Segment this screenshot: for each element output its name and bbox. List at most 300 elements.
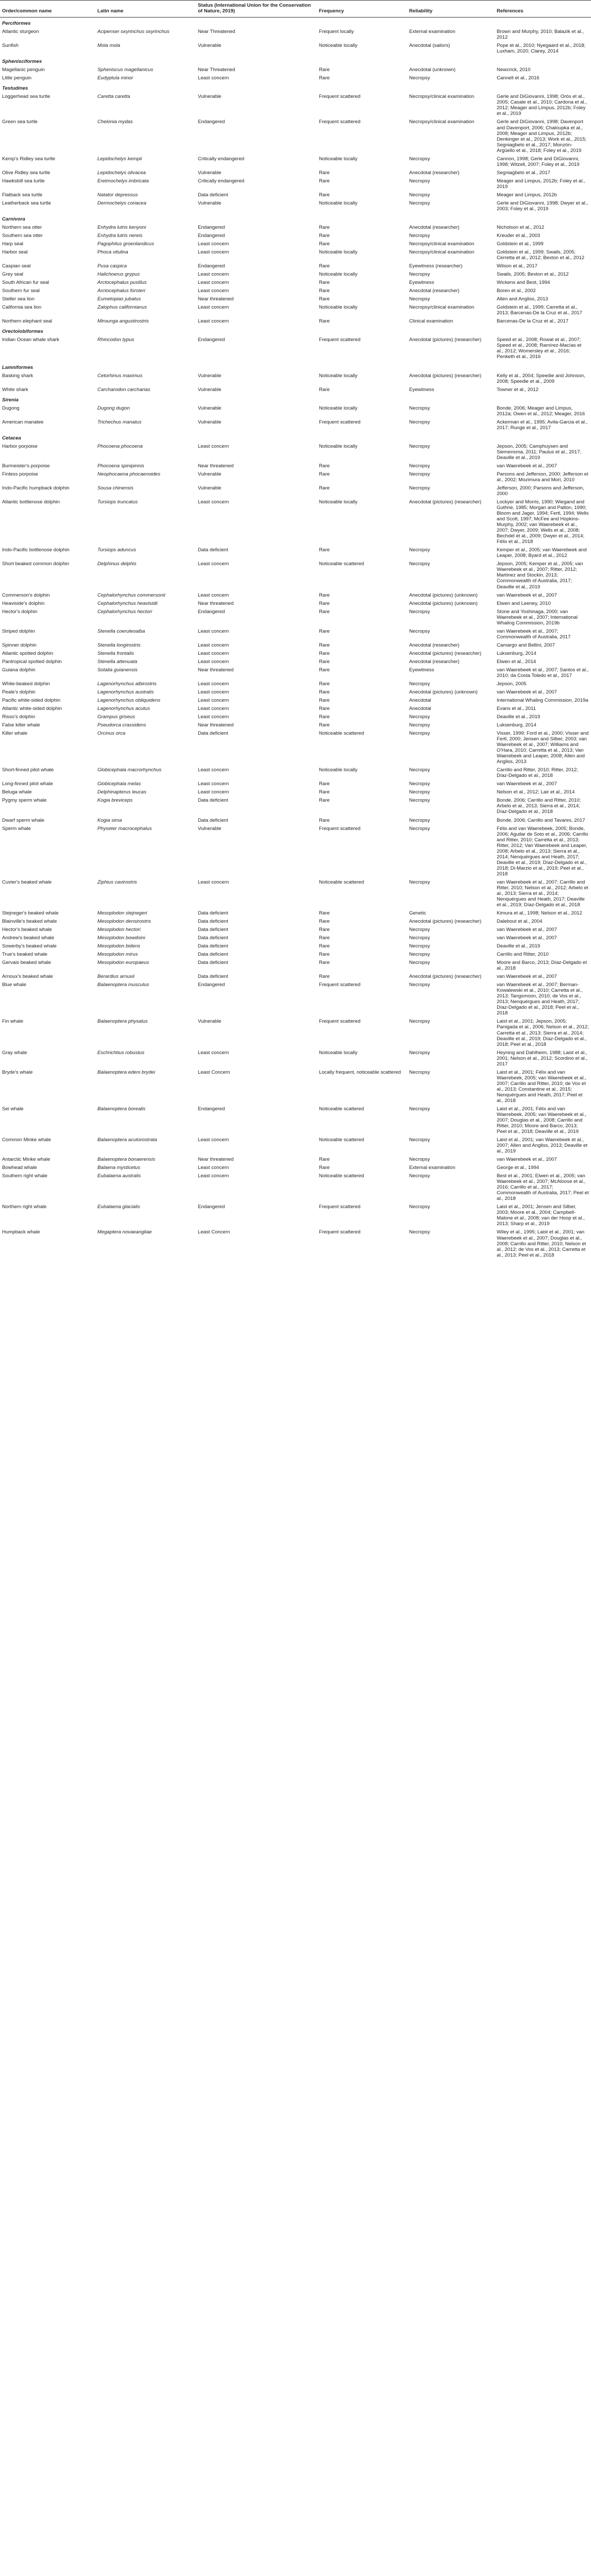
common-name-cell: Risso's dolphin [2,714,36,720]
reliability-cell: Anecdotal (pictures) (researcher) [409,337,482,343]
frequency-cell: Rare [319,296,330,302]
reliability-cell: Necropsy [409,1173,430,1179]
references-cell: Pope et al., 2010; Nyegaard et al., 2018; Luxham, 2020; Clarey, 2014 [497,43,586,55]
references-cell: Laist et al., 2001; Jepson, 2005; Panigada et al., 2006; Nelson et al., 2012; Carretta et al., 2013; Sierra et al., 2014; Deaville et al., 2019; Díaz-Delgado et al., 2018; Peel et al., 2018 [497,1019,589,1047]
frequency-cell: Frequent scattered [319,825,361,832]
table-row [0,825,591,878]
frequency-cell: Rare [319,667,330,673]
status-cell: Near threatened [198,296,234,302]
reliability-cell: Necropsy [409,927,430,933]
latin-name-cell: Berardius arnuxii [97,974,134,980]
reliability-cell: Necropsy [409,1137,430,1143]
reliability-cell: Necropsy [409,485,430,491]
reliability-cell: Anecdotal (pictures) (unknown) [409,689,478,695]
common-name-cell: Grey seal [2,272,24,278]
common-name-cell: Andrew's beaked whale [2,935,55,941]
common-name-cell: Short beaked common dolphin [2,561,70,567]
references-cell: Laist et al., 2001; Félix and van Waerebeek, 2005; van Waerebeek et al., 2007; Douglas et al., 2008; Carrillo and Ritter, 2010; Moore and Barco, 2013; Peel et al., 2018; Deaville et al., 2019 [497,1106,586,1134]
common-name-cell: Blue whale [2,982,26,988]
frequency-cell: Frequent scattered [319,119,361,125]
table-row [0,1164,591,1172]
frequency-cell: Noticeable locally [319,1049,358,1056]
references-cell: Best et al., 2001; Elwen et al., 2005; van Waerebeek et al., 2007; McAloose et al., 2016; Carrillo et al., 2017; Commonwealth of Australia, 2017; Peel et al., 2018 [497,1173,589,1202]
table-row [0,641,591,650]
common-name-cell: Magellanic penguin [2,67,45,73]
table-row [0,1156,591,1164]
references-cell: Speed et al., 2008; Rowat et al., 2007; Speed et al., 2008; Ramírez-Macías et al., 2012; Womersley et al., 2016; Penketh et al., 2016 [497,337,582,360]
status-cell: Least concern [198,628,229,634]
common-name-cell: Hawksbill sea turtle [2,178,45,184]
references-cell: Nelson et al., 2012; Lair et al., 2014 [497,789,575,795]
status-cell: Least concern [198,304,229,311]
common-name-cell: Peale's dolphin [2,689,36,695]
references-cell: Gerle and DiGiovanni, 1998; Orós et al., 2005; Casale et al., 2010; Cardona et al., 2012; Meager and Limpus, 2012b; Foley et al., 2019 [497,94,587,117]
frequency-cell: Frequent scattered [319,419,361,425]
reliability-cell: Necropsy [409,471,430,477]
reliability-cell: Anecdotal (pictures) (researcher) [409,650,482,656]
status-cell: Critically endangered [198,156,245,162]
table-row [0,262,591,270]
frequency-cell: Rare [319,697,330,703]
reliability-cell: Necropsy [409,1157,430,1163]
latin-name-cell: Mesoplodon bowdoini [97,935,145,941]
status-cell: Endangered [198,608,225,615]
references-cell: Moore and Barco, 2013; Díaz-Delgado et al., 2018 [497,960,587,972]
common-name-cell: Southern right whale [2,1173,47,1179]
latin-name-cell: Arctocephalus forsteri [97,288,145,294]
latin-name-cell: Lagenorhynchus albirostris [97,681,157,687]
latin-name-cell: Cephalorhynchus hectori [97,608,153,615]
reliability-cell: Clinical examination [409,318,453,325]
status-cell: Critically endangered [198,178,245,184]
status-cell: Least concern [198,561,229,567]
latin-name-cell: Spheniscus magellanicus [97,67,154,73]
common-name-cell: Arnoux's beaked whale [2,974,53,980]
common-name-cell: Common Minke whale [2,1137,51,1143]
frequency-cell: Rare [319,192,330,198]
frequency-cell: Rare [319,547,330,553]
references-cell: Cannon, 1998; Gerle and DiGiovanni, 1998; Witzell, 2007; Foley et al., 2019 [497,156,580,167]
common-name-cell: Finless porpoise [2,471,38,477]
references-cell: Nicholson et al., 2012 [497,224,545,230]
frequency-cell: Rare [319,67,330,73]
reliability-cell: Necropsy [409,1049,430,1056]
common-name-cell: Northern sea otter [2,224,42,230]
frequency-cell: Noticeable locally [319,156,358,162]
table-row [0,462,591,470]
latin-name-cell: Pseudorca crassidens [97,722,146,728]
reliability-cell: Anecdotal (unknown) [409,67,456,73]
frequency-cell: Rare [319,1157,330,1163]
latin-name-cell: Ziphius cavirostris [97,879,137,885]
frequency-cell: Rare [319,592,330,598]
header-latin: Latin name [95,1,196,18]
references-cell: van Waerebeek et al., 2007 [497,974,557,980]
references-cell: Heyning and Dahlheim, 1988; Laist et al., 2001; Nelson et al., 2012; Scordino et al., 2017 [497,1049,587,1067]
references-cell: Jefferson, 2000; Parsons and Jefferson, 2000 [497,485,584,497]
status-cell: Least concern [198,681,229,687]
frequency-cell: Rare [319,608,330,615]
status-cell: Least concern [198,650,229,656]
latin-name-cell: Cetorhinus maximus [97,372,143,379]
reliability-cell: Necropsy [409,547,430,553]
table-body [0,18,591,1260]
reliability-cell: Necropsy [409,1069,430,1075]
frequency-cell: Rare [319,714,330,720]
status-cell: Data deficient [198,960,228,966]
reliability-cell: Necropsy [409,405,430,411]
references-cell: van Waerebeek et al., 2007 [497,463,557,469]
header-order-common: Order/common name [0,1,95,18]
status-cell: Near threatened [198,1157,234,1163]
status-cell: Endangered [198,119,225,125]
references-cell: Allen and Angliss, 2013 [497,296,548,302]
table-row [0,118,591,155]
latin-name-cell: Megaptera novaeangliae [97,1229,152,1235]
frequency-cell: Rare [319,943,330,950]
status-cell: Vulnerable [198,372,222,379]
frequency-cell: Rare [319,722,330,728]
table-row [0,74,591,82]
references-cell: Laist et al., 2001; van Waerebeek et al., 2007; Allen and Angliss, 2013; Deaville et al., 2019 [497,1137,588,1155]
table-row [0,42,591,56]
common-name-cell: Indian Ocean whale shark [2,337,59,343]
reliability-cell: Eyewitness [409,280,434,286]
frequency-cell: Frequent scattered [319,337,361,343]
frequency-cell: Frequent scattered [319,1229,361,1235]
table-row [0,600,591,608]
table-row [0,28,591,42]
latin-name-cell: Mola mola [97,43,121,49]
category-row [0,394,591,404]
table-row [0,817,591,825]
reliability-cell: Necropsy [409,825,430,832]
header-references: References [495,1,591,18]
references-cell: Newcrick, 2010 [497,67,531,73]
references-cell: Jepson, 2005 [497,681,527,687]
reliability-cell: Necropsy [409,192,430,198]
latin-name-cell: Trichechus manatus [97,419,142,425]
category-row [0,82,591,93]
common-name-cell: Striped dolphin [2,628,36,634]
common-name-cell: Green sea turtle [2,119,38,125]
common-name-cell: Killer whale [2,731,28,737]
latin-name-cell: Physeter macrocephalus [97,825,152,832]
common-name-cell: Stejneger's beaked whale [2,910,59,916]
status-cell: Least concern [198,318,229,325]
references-cell: Luksenburg, 2014 [497,722,536,728]
reliability-cell: Anecdotal (pictures) (researcher) [409,499,482,505]
latin-name-cell: Phoca vitulina [97,249,128,256]
latin-name-cell: Phocoena phocoena [97,443,143,449]
common-name-cell: Heaviside's dolphin [2,600,45,606]
reliability-cell: Necropsy [409,200,430,206]
common-name-cell: Pacific white-sided dolphin [2,697,61,703]
reliability-cell: Eyewitness [409,386,434,393]
reliability-cell: Eyewitness (researcher) [409,263,463,269]
common-name-cell: Bowhead whale [2,1165,37,1171]
table-row [0,418,591,432]
frequency-cell: Frequent scattered [319,1204,361,1210]
common-name-cell: Blainville's beaked whale [2,919,57,924]
references-cell: Swails, 2005; Bexton et al., 2012 [497,272,569,278]
reliability-cell: Necropsy [409,722,430,728]
table-row [0,713,591,721]
references-cell: van Waerebeek et al., 2007; Berman-Kowalewski et al., 2010; Carretta et al., 2013; Tangsmoon, 2010; de Vos et al., 2013; Nenquérgues and Heath, 2017; Díaz-Delgado et al., 2018; Peel et al., 2018 [497,982,583,1016]
status-cell: Data deficient [198,731,228,737]
reliability-cell: External examination [409,29,455,35]
frequency-cell: Rare [319,386,330,393]
status-cell: Data deficient [198,798,228,804]
frequency-cell: Rare [319,178,330,184]
common-name-cell: Gervais beaked whale [2,960,51,966]
table-header [0,1,591,18]
references-cell: Wiley et al., 1995; Laist et al., 2001; van Waerebeek et al., 2007; Douglas et al., 2008; Carrillo and Ritter, 2010; Nelson et al., 2012; de Vos et al., 2013; Carretta et al., 2013; Peel et al., 2018 [497,1229,586,1258]
references-cell: Gerle and DiGiovanni, 1998; Davenport and Davenport, 2006; Chaloupka et al., 2008; Meager and Limpus, 2012b; Denkinger et al., 2013; Work et al., 2015; Segniagbeto et al., 2017; Monzón-Argüello et al., 2018; Foley et al., 2019 [497,119,587,154]
status-cell: Vulnerable [198,485,222,491]
reliability-cell: Necropsy/clinical examination [409,249,475,256]
category-label: Carnivora [2,216,25,222]
reliability-cell: Necropsy [409,943,430,950]
frequency-cell: Frequent scattered [319,982,361,988]
latin-name-cell: Balaenoptera borealis [97,1106,146,1112]
status-cell: Endangered [198,224,225,230]
latin-name-cell: Enhydra lutris nereis [97,232,143,239]
table-row [0,177,591,191]
reliability-cell: Anecdotal [409,706,431,711]
table-row [0,270,591,279]
category-label: Orectolobiformes [2,329,43,335]
latin-name-cell: Acipenser oxyrinchus oxyrinchus [97,29,170,35]
common-name-cell: Dugong [2,405,20,411]
frequency-cell: Rare [319,280,330,286]
frequency-cell: Frequent locally [319,29,354,35]
frequency-cell: Noticeable locally [319,304,358,311]
reliability-cell: Anecdotal (sailors) [409,43,450,49]
references-cell: Visser, 1999; Ford et al., 2000; Visser and Fertl, 2000; Jensen and Silber, 2003; van Waerebeek et al., 2007; Williams and O'Hara, 2010; Carretta et al., 2013; Van Waerebeek and Leaper, 2008; Allen and Angliss, 2013 [497,731,589,765]
status-cell: Endangered [198,337,225,343]
table-row [0,666,591,680]
frequency-cell: Rare [319,232,330,239]
references-cell: Laist et al., 2001; Jensen and Silber, 2003; Moore et al., 2004; Campbell-Malone et al., 2008; van der Hoop et al., 2013; Sharp et al., 2019 [497,1204,585,1227]
reliability-cell: Necropsy/clinical examination [409,304,475,311]
table-row [0,1228,591,1259]
table-row [0,766,591,780]
frequency-cell: Rare [319,952,330,958]
references-cell: Félix and van Waerebeek, 2005; Bonde, 2006; Aguilar de Soto et al., 2006; Carrillo and Ritter, 2010; Carretta et al., 2013; Ritter, 2012; Van Waerebeek and Leaper, 2008; Arbelo et al., 2013; Sierra et al., 2014; Nenquérgues and Heath, 2017; Deaville et al., 2019; Díaz-Delgado et al., 2018; Di-Marzio et al., 2019; Peel et al., 2018 [497,825,588,877]
common-name-cell: Caspian seal [2,263,31,269]
common-name-cell: Pantropical spotted dolphin [2,658,62,665]
status-cell: Endangered [198,982,225,988]
common-name-cell: Atlantic bottlenose dolphin [2,499,60,505]
status-cell: Least concern [198,714,229,720]
status-cell: Least concern [198,879,229,885]
frequency-cell: Noticeable scattered [319,1106,364,1112]
category-row [0,18,591,28]
latin-name-cell: Stenella attenuata [97,658,138,665]
latin-name-cell: Dermochelys coriacea [97,200,146,206]
common-name-cell: Spinner dolphin [2,642,37,648]
common-name-cell: Kemp's Ridley sea turtle [2,156,56,162]
table-row [0,295,591,303]
common-name-cell: Gray whale [2,1049,27,1056]
status-cell: Vulnerable [198,1019,222,1025]
table-row [0,93,591,118]
frequency-cell: Noticeable scattered [319,879,364,885]
table-row [0,973,591,981]
category-row [0,56,591,66]
status-cell: Least concern [198,706,229,711]
status-cell: Vulnerable [198,170,222,176]
frequency-cell: Rare [319,789,330,795]
status-cell: Least concern [198,443,229,449]
common-name-cell: Dwarf sperm whale [2,817,45,823]
common-name-cell: Sowerby's beaked whale [2,943,57,950]
reliability-cell: Anecdotal (pictures) (researcher) [409,919,482,924]
reliability-cell: Necropsy [409,296,430,302]
status-cell: Vulnerable [198,471,222,477]
table-row [0,926,591,934]
latin-name-cell: Eretmochelys imbricata [97,178,149,184]
reliability-cell: Necropsy [409,463,430,469]
reliability-cell: Necropsy [409,272,430,278]
frequency-cell: Rare [319,935,330,941]
common-name-cell: Flatback sea turtle [2,192,43,198]
reliability-cell: Necropsy [409,789,430,795]
frequency-cell: Rare [319,817,330,823]
latin-name-cell: Arctocephalus pusillus [97,280,147,286]
common-name-cell: False killer whale [2,722,40,728]
frequency-cell: Noticeable locally [319,249,358,256]
common-name-cell: Beluga whale [2,789,32,795]
table-row [0,705,591,713]
table-row [0,780,591,788]
status-cell: Least concern [198,280,229,286]
latin-name-cell: Delphinus delphis [97,561,137,567]
reliability-cell: Necropsy [409,798,430,804]
references-cell: Kimura et al., 1998; Nelson et al., 2012 [497,910,582,916]
references-cell: Meager and Limpus, 2012b [497,192,557,198]
references-cell: Carrillo and Ritter, 2010 [497,952,549,958]
reliability-cell: Necropsy [409,443,430,449]
common-name-cell: Harbor seal [2,249,28,256]
common-name-cell: Harp seal [2,241,24,247]
common-name-cell: Southern sea otter [2,232,43,239]
reliability-cell: Necropsy [409,960,430,966]
latin-name-cell: Pagophilus groenlandicus [97,241,154,247]
status-cell: Least concern [198,1173,229,1179]
references-cell: Goldstein et al., 1999; Carretta et al., 2013; Barcenas-De la Cruz et al., 2017 [497,304,582,316]
reliability-cell: Necropsy [409,1204,430,1210]
frequency-cell: Rare [319,960,330,966]
table-row [0,918,591,926]
reliability-cell: Necropsy [409,608,430,615]
status-cell: Data deficient [198,952,228,958]
latin-name-cell: Stenella longirostris [97,642,141,648]
common-name-cell: Pygmy sperm whale [2,798,47,804]
frequency-cell: Rare [319,681,330,687]
frequency-cell: Rare [319,650,330,656]
status-cell: Data deficient [198,192,228,198]
latin-name-cell: Balaenoptera edeni brydei [97,1069,156,1075]
table-row [0,404,591,418]
frequency-cell: Noticeable scattered [319,1137,364,1143]
reliability-cell: Necropsy [409,1106,430,1112]
references-cell: van Waerebeek et al., 2007 [497,1157,557,1163]
latin-name-cell: Kogia breviceps [97,798,133,804]
frequency-cell: Rare [319,485,330,491]
references-cell: van Waerebeek et al., 2007 [497,781,557,787]
frequency-cell: Noticeable locally [319,405,358,411]
references-cell: van Waerebeek et al., 2007; Santos et al., 2010; da Costa Toledo et al., 2017 [497,667,589,679]
table-row [0,155,591,169]
frequency-cell: Rare [319,919,330,924]
frequency-cell: Frequent scattered [319,94,361,100]
reliability-cell: Necropsy [409,731,430,737]
reliability-cell: Anecdotal (pictures) (researcher) [409,974,482,980]
common-name-cell: Northern right whale [2,1204,47,1210]
references-cell: van Waerebeek et al., 2007; Commonwealth of Australia, 2017 [497,628,571,640]
status-cell: Data deficient [198,974,228,980]
status-cell: Vulnerable [198,200,222,206]
status-cell: Vulnerable [198,405,222,411]
table-row [0,560,591,591]
reliability-cell: Necropsy/clinical examination [409,119,475,125]
latin-name-cell: Sotalia guianensis [97,667,138,673]
latin-name-cell: Dugong dugon [97,405,130,411]
status-cell: Least concern [198,689,229,695]
frequency-cell: Rare [319,600,330,606]
references-cell: Towner et al., 2012 [497,386,539,393]
common-name-cell: True's beaked whale [2,952,47,958]
common-name-cell: Sei whale [2,1106,24,1112]
table-row [0,959,591,973]
latin-name-cell: Mesoplodon stejnegeri [97,910,147,916]
reliability-cell: Anecdotal (researcher) [409,642,460,648]
common-name-cell: Commerson's dolphin [2,592,50,598]
reliability-cell: External examination [409,1165,455,1171]
status-cell: Data deficient [198,927,228,933]
table-row [0,878,591,909]
table-row [0,1203,591,1228]
frequency-cell: Noticeable locally [319,200,358,206]
table-row [0,224,591,232]
frequency-cell: Rare [319,658,330,665]
frequency-cell: Noticeable locally [319,372,358,379]
frequency-cell: Locally frequent, noticeable scattered [319,1069,401,1075]
latin-name-cell: Caretta caretta [97,94,130,100]
frequency-cell: Rare [319,263,330,269]
table-row [0,951,591,959]
references-cell: Bonde, 2006; Carrillo and Tavares, 2017 [497,817,585,823]
category-label: Perciformes [2,21,31,27]
reliability-cell: Anecdotal (pictures) (researcher) [409,372,482,379]
reliability-cell: Anecdotal (researcher) [409,288,460,294]
table-row [0,981,591,1018]
table-row [0,232,591,240]
latin-name-cell: Sousa chinensis [97,485,133,491]
common-name-cell: Bryde's whale [2,1069,33,1075]
status-cell: Near threatened [198,463,234,469]
reliability-cell: Necropsy [409,781,430,787]
references-cell: Kelly et al., 2004; Speedie and Johnson, 2008; Speedie et al., 2009 [497,372,585,384]
reliability-cell: Necropsy [409,714,430,720]
table-row [0,934,591,942]
common-name-cell: Southern fur seal [2,288,40,294]
common-name-cell: South African fur seal [2,280,49,286]
status-cell: Least concern [198,658,229,665]
frequency-cell: Rare [319,1165,330,1171]
